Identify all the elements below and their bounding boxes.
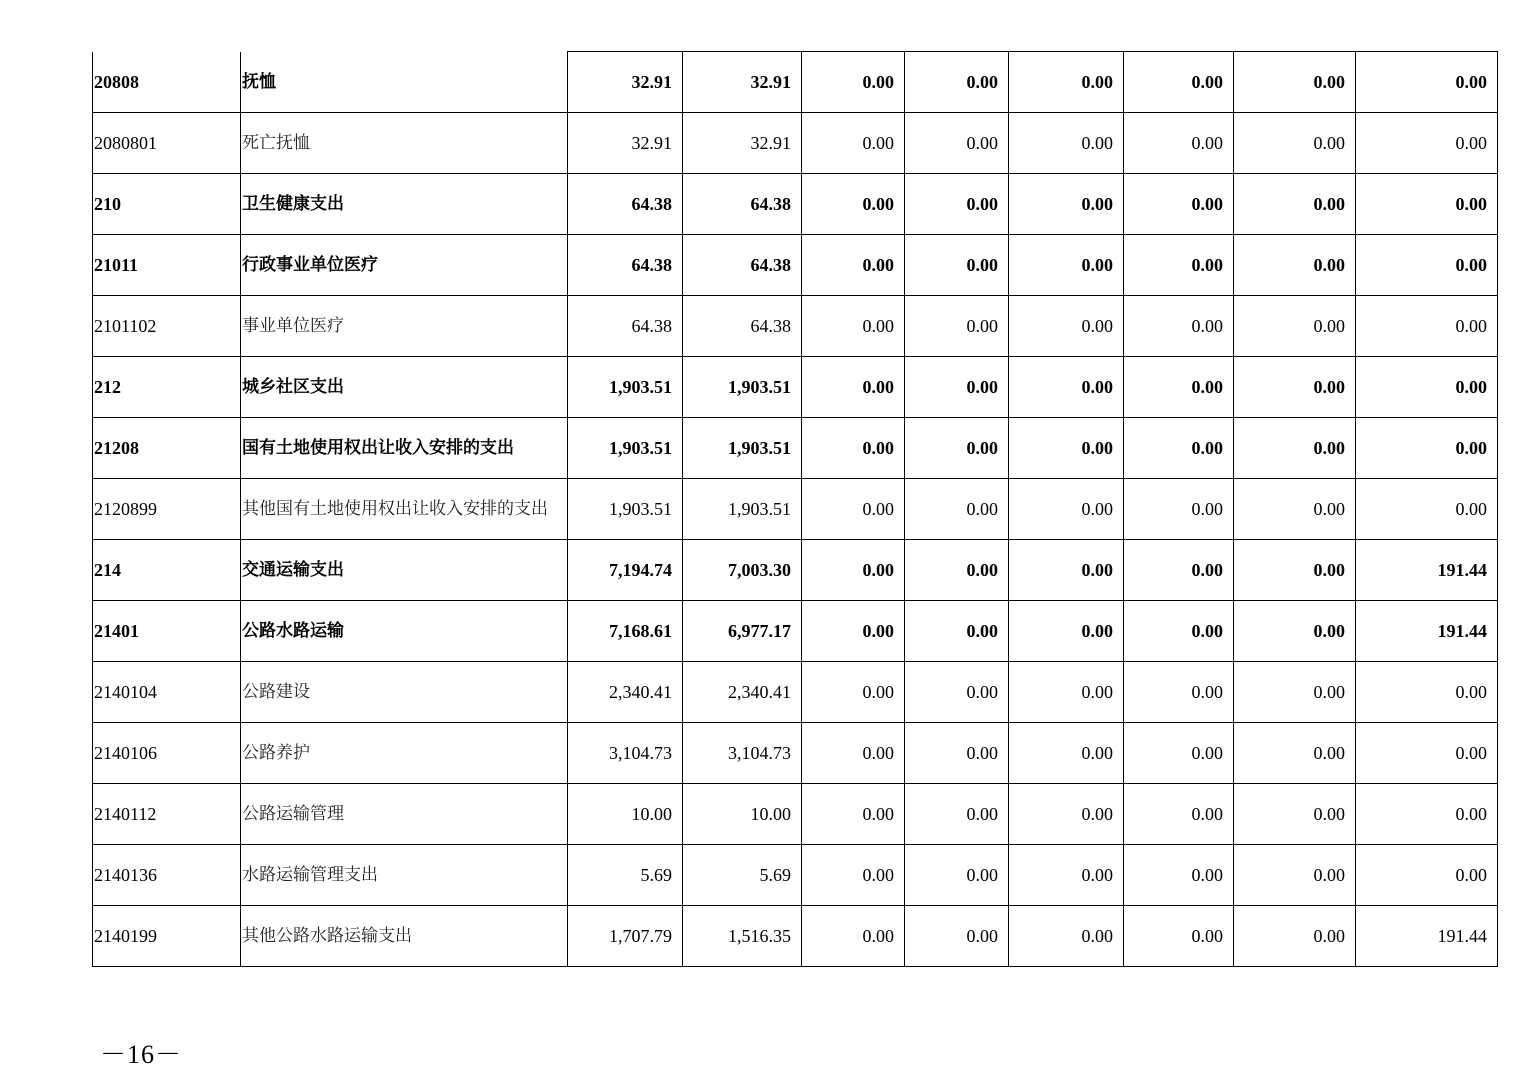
amount-cell: 0.00	[1009, 479, 1124, 540]
amount-cell: 5.69	[683, 845, 802, 906]
subject-code-cell: 2140106	[93, 723, 241, 784]
subject-code-cell: 21401	[93, 601, 241, 662]
amount-cell: 1,903.51	[683, 418, 802, 479]
amount-cell: 0.00	[905, 357, 1009, 418]
amount-cell: 0.00	[1124, 296, 1234, 357]
table-row	[93, 113, 1498, 174]
amount-cell: 0.00	[802, 540, 905, 601]
table-row	[93, 418, 1498, 479]
amount-cell: 0.00	[802, 113, 905, 174]
amount-cell: 0.00	[1356, 845, 1498, 906]
amount-cell: 1,903.51	[568, 357, 683, 418]
amount-cell: 0.00	[1356, 784, 1498, 845]
amount-cell: 0.00	[905, 723, 1009, 784]
amount-cell: 0.00	[905, 235, 1009, 296]
amount-cell: 0.00	[1124, 479, 1234, 540]
amount-cell: 0.00	[1124, 906, 1234, 967]
amount-cell: 7,194.74	[568, 540, 683, 601]
amount-cell: 0.00	[1009, 601, 1124, 662]
amount-cell: 0.00	[802, 601, 905, 662]
amount-cell: 0.00	[1124, 235, 1234, 296]
amount-cell: 1,903.51	[568, 418, 683, 479]
amount-cell: 32.91	[568, 52, 683, 113]
amount-cell: 1,903.51	[683, 357, 802, 418]
budget-expenditure-table	[92, 51, 1498, 967]
amount-cell: 0.00	[1356, 479, 1498, 540]
amount-cell: 1,903.51	[683, 479, 802, 540]
subject-name-cell: 公路水路运输	[241, 601, 568, 662]
amount-cell: 0.00	[1234, 540, 1356, 601]
amount-cell: 0.00	[1009, 906, 1124, 967]
table-row	[93, 52, 1498, 113]
subject-code-cell: 2101102	[93, 296, 241, 357]
amount-cell: 0.00	[1356, 113, 1498, 174]
subject-name-cell: 死亡抚恤	[241, 113, 568, 174]
subject-name-cell: 抚恤	[241, 52, 568, 113]
subject-code-cell: 210	[93, 174, 241, 235]
amount-cell: 0.00	[1009, 235, 1124, 296]
amount-cell: 10.00	[683, 784, 802, 845]
amount-cell: 0.00	[1124, 540, 1234, 601]
amount-cell: 7,168.61	[568, 601, 683, 662]
amount-cell: 64.38	[568, 174, 683, 235]
subject-code-cell: 212	[93, 357, 241, 418]
amount-cell: 1,903.51	[568, 479, 683, 540]
amount-cell: 6,977.17	[683, 601, 802, 662]
amount-cell: 0.00	[1009, 784, 1124, 845]
amount-cell: 0.00	[1124, 784, 1234, 845]
amount-cell: 0.00	[1234, 296, 1356, 357]
amount-cell: 0.00	[802, 357, 905, 418]
amount-cell: 0.00	[1234, 601, 1356, 662]
subject-name-cell: 其他国有土地使用权出让收入安排的支出	[241, 479, 568, 540]
subject-name-cell: 公路运输管理	[241, 784, 568, 845]
subject-code-cell: 2140136	[93, 845, 241, 906]
amount-cell: 1,516.35	[683, 906, 802, 967]
amount-cell: 0.00	[1234, 235, 1356, 296]
amount-cell: 0.00	[905, 296, 1009, 357]
amount-cell: 0.00	[905, 784, 1009, 845]
table-row	[93, 784, 1498, 845]
amount-cell: 0.00	[802, 296, 905, 357]
table-row	[93, 723, 1498, 784]
subject-code-cell: 2140104	[93, 662, 241, 723]
amount-cell: 0.00	[1009, 723, 1124, 784]
amount-cell: 0.00	[1234, 357, 1356, 418]
amount-cell: 0.00	[802, 662, 905, 723]
amount-cell: 0.00	[1234, 418, 1356, 479]
page-number: －16－	[100, 1040, 183, 1069]
amount-cell: 0.00	[1234, 113, 1356, 174]
amount-cell: 0.00	[802, 784, 905, 845]
amount-cell: 0.00	[802, 723, 905, 784]
amount-cell: 0.00	[802, 906, 905, 967]
subject-name-cell: 行政事业单位医疗	[241, 235, 568, 296]
amount-cell: 0.00	[1009, 296, 1124, 357]
amount-cell: 0.00	[1124, 174, 1234, 235]
subject-code-cell: 2140199	[93, 906, 241, 967]
amount-cell: 0.00	[1234, 479, 1356, 540]
amount-cell: 10.00	[568, 784, 683, 845]
amount-cell: 0.00	[1124, 113, 1234, 174]
amount-cell: 0.00	[1124, 52, 1234, 113]
table-body	[93, 52, 1498, 967]
amount-cell: 0.00	[1356, 174, 1498, 235]
amount-cell: 0.00	[1234, 662, 1356, 723]
amount-cell: 0.00	[1356, 357, 1498, 418]
amount-cell: 0.00	[905, 418, 1009, 479]
subject-code-cell: 2080801	[93, 113, 241, 174]
amount-cell: 0.00	[1009, 845, 1124, 906]
amount-cell: 0.00	[1009, 174, 1124, 235]
amount-cell: 0.00	[1124, 845, 1234, 906]
amount-cell: 32.91	[683, 113, 802, 174]
subject-code-cell: 20808	[93, 52, 241, 113]
subject-name-cell: 水路运输管理支出	[241, 845, 568, 906]
amount-cell: 0.00	[1009, 113, 1124, 174]
amount-cell: 64.38	[683, 235, 802, 296]
amount-cell: 64.38	[683, 174, 802, 235]
amount-cell: 191.44	[1356, 906, 1498, 967]
amount-cell: 0.00	[1234, 723, 1356, 784]
table-row	[93, 845, 1498, 906]
table-row	[93, 540, 1498, 601]
amount-cell: 0.00	[905, 174, 1009, 235]
subject-code-cell: 214	[93, 540, 241, 601]
amount-cell: 0.00	[802, 418, 905, 479]
table-row	[93, 479, 1498, 540]
subject-name-cell: 其他公路水路运输支出	[241, 906, 568, 967]
amount-cell: 0.00	[1124, 601, 1234, 662]
amount-cell: 1,707.79	[568, 906, 683, 967]
amount-cell: 64.38	[568, 235, 683, 296]
table-row	[93, 296, 1498, 357]
amount-cell: 0.00	[1356, 723, 1498, 784]
amount-cell: 64.38	[683, 296, 802, 357]
amount-cell: 0.00	[905, 601, 1009, 662]
amount-cell: 0.00	[1356, 52, 1498, 113]
amount-cell: 64.38	[568, 296, 683, 357]
amount-cell: 7,003.30	[683, 540, 802, 601]
amount-cell: 32.91	[568, 113, 683, 174]
amount-cell: 0.00	[905, 845, 1009, 906]
subject-name-cell: 卫生健康支出	[241, 174, 568, 235]
amount-cell: 0.00	[1009, 52, 1124, 113]
subject-name-cell: 公路养护	[241, 723, 568, 784]
amount-cell: 0.00	[1356, 296, 1498, 357]
table-row	[93, 906, 1498, 967]
amount-cell: 0.00	[1124, 418, 1234, 479]
table-row	[93, 174, 1498, 235]
amount-cell: 0.00	[905, 479, 1009, 540]
subject-name-cell: 事业单位医疗	[241, 296, 568, 357]
subject-code-cell: 21208	[93, 418, 241, 479]
table-row	[93, 235, 1498, 296]
amount-cell: 0.00	[1009, 540, 1124, 601]
amount-cell: 0.00	[1234, 784, 1356, 845]
amount-cell: 0.00	[1234, 906, 1356, 967]
subject-code-cell: 21011	[93, 235, 241, 296]
amount-cell: 2,340.41	[683, 662, 802, 723]
amount-cell: 191.44	[1356, 540, 1498, 601]
table-row	[93, 601, 1498, 662]
amount-cell: 0.00	[1356, 418, 1498, 479]
amount-cell: 3,104.73	[568, 723, 683, 784]
amount-cell: 0.00	[1124, 662, 1234, 723]
amount-cell: 2,340.41	[568, 662, 683, 723]
amount-cell: 32.91	[683, 52, 802, 113]
amount-cell: 0.00	[802, 235, 905, 296]
amount-cell: 0.00	[1234, 52, 1356, 113]
amount-cell: 0.00	[802, 479, 905, 540]
amount-cell: 0.00	[1124, 357, 1234, 418]
amount-cell: 0.00	[1234, 174, 1356, 235]
amount-cell: 0.00	[1356, 235, 1498, 296]
subject-name-cell: 公路建设	[241, 662, 568, 723]
amount-cell: 3,104.73	[683, 723, 802, 784]
amount-cell: 0.00	[1234, 845, 1356, 906]
amount-cell: 0.00	[802, 52, 905, 113]
amount-cell: 0.00	[905, 113, 1009, 174]
amount-cell: 0.00	[1009, 418, 1124, 479]
amount-cell: 0.00	[905, 52, 1009, 113]
subject-name-cell: 交通运输支出	[241, 540, 568, 601]
amount-cell: 0.00	[905, 662, 1009, 723]
table-row	[93, 662, 1498, 723]
subject-code-cell: 2120899	[93, 479, 241, 540]
amount-cell: 0.00	[802, 174, 905, 235]
subject-name-cell: 城乡社区支出	[241, 357, 568, 418]
amount-cell: 191.44	[1356, 601, 1498, 662]
amount-cell: 0.00	[1356, 662, 1498, 723]
amount-cell: 0.00	[905, 906, 1009, 967]
subject-name-cell: 国有土地使用权出让收入安排的支出	[241, 418, 568, 479]
amount-cell: 0.00	[802, 845, 905, 906]
subject-code-cell: 2140112	[93, 784, 241, 845]
amount-cell: 5.69	[568, 845, 683, 906]
amount-cell: 0.00	[1124, 723, 1234, 784]
table-row	[93, 357, 1498, 418]
amount-cell: 0.00	[905, 540, 1009, 601]
amount-cell: 0.00	[1009, 357, 1124, 418]
amount-cell: 0.00	[1009, 662, 1124, 723]
